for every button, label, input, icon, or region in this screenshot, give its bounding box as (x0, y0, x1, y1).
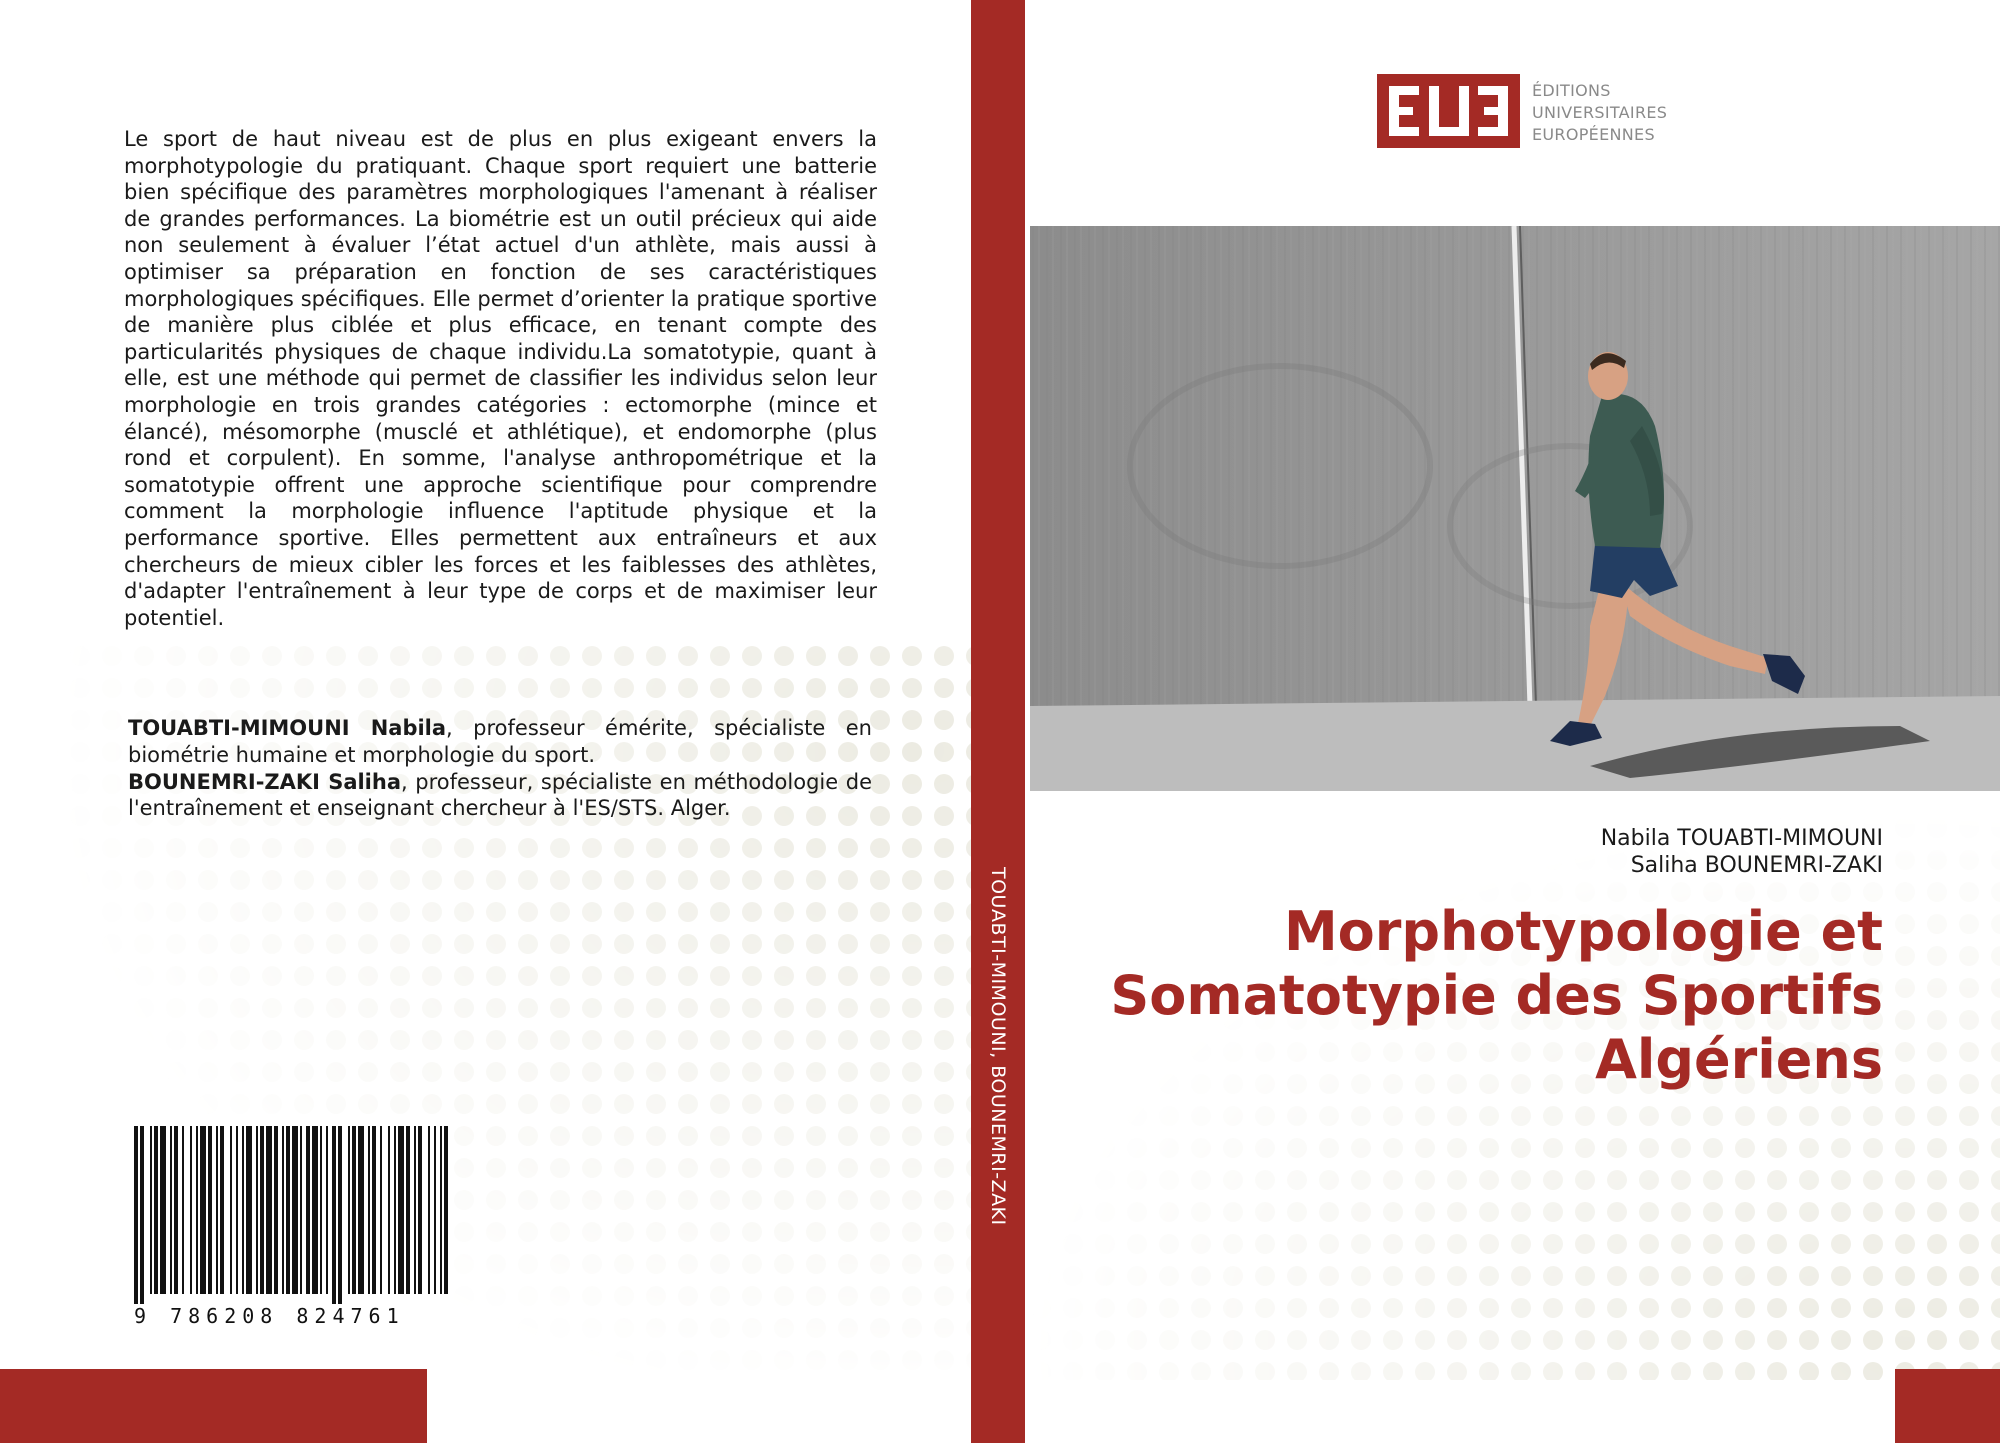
cover-photo-runner (1030, 226, 2000, 791)
barcode-bar (368, 1126, 370, 1294)
author-bio-2 (128, 769, 872, 823)
barcode-bar (140, 1126, 144, 1306)
barcode-bar (388, 1126, 390, 1294)
barcode-bar (312, 1126, 318, 1294)
barcode-bar (236, 1126, 238, 1294)
barcode-bar (418, 1126, 422, 1294)
barcode-bar (174, 1126, 178, 1294)
barcode-bar (428, 1126, 430, 1294)
book-title (1083, 900, 1883, 1092)
title-line: Algériens (1595, 1028, 1883, 1091)
barcode-bar (348, 1126, 350, 1294)
barcode-bar (242, 1126, 244, 1294)
barcode-bar (170, 1126, 172, 1294)
barcode-bar (230, 1126, 232, 1294)
barcode-bar (286, 1126, 290, 1294)
barcode-bar (434, 1126, 436, 1294)
barcode-bar (160, 1126, 166, 1294)
red-band-left (0, 1369, 427, 1443)
barcode-bar (352, 1126, 356, 1294)
title-line: Somatotypie des Sportifs (1110, 964, 1883, 1027)
isbn-barcode (134, 1126, 448, 1326)
barcode-bar (292, 1126, 298, 1294)
barcode-bar (208, 1126, 212, 1294)
publisher-line: UNIVERSITAIRES (1532, 103, 1668, 122)
barcode-bar (332, 1126, 336, 1306)
barcode-bar (134, 1126, 138, 1306)
barcode-bar (190, 1126, 192, 1294)
barcode-bar (394, 1126, 396, 1294)
title-line: Morphotypologie et (1283, 900, 1883, 963)
cover-author: Saliha BOUNEMRI-ZAKI (1630, 853, 1883, 878)
barcode-bar (380, 1126, 382, 1294)
cover-author: Nabila TOUABTI-MIMOUNI (1600, 826, 1883, 851)
publisher-logo (1377, 74, 1520, 148)
red-band-right (1895, 1369, 2000, 1443)
barcode-bar (406, 1126, 410, 1294)
publisher-line: ÉDITIONS (1532, 81, 1611, 100)
barcode-bars (134, 1126, 448, 1306)
author-bio-1 (128, 715, 872, 769)
barcode-bar (150, 1126, 152, 1294)
author-bio-name: BOUNEMRI-ZAKI Saliha (128, 769, 402, 794)
cover-authors (1601, 825, 1883, 879)
back-cover-summary: Le sport de haut niveau est de plus en plus exigeant envers la morphotypologie du pratiquant. Chaque sport requiert une batterie bien spécifique des paramètres morphologiques l'amenant à réaliser de grandes performances. La biométrie est un outil précieux qui aide non seulement à évaluer l’état actuel d'un athlète, mais aussi à optimiser sa préparation en fonction de ses caractéristiques morphologiques spécifiques. Elle permet d’orienter la pratique sportive de manière plus ciblée et plus efficace, en tenant compte des particularités physiques de chaque individu.La somatotypie, quant à elle, est une méthode qui permet de classifier les individus selon leur morphologie en trois grandes catégories : ectomorphe (mince et élancé), mésomorphe (musclé et athlétique), et endomorphe (plus rond et corpulent). En somme, l'analyse anthropométrique et la somatotypie offrent une approche scientifique pour comprendre comment la morphologie influence l'aptitude physique et la performance sportive. Elles permettent aux entraîneurs et aux chercheurs de mieux cibler les forces et les faiblesses des athlètes, d'adapter l'entraînement à leur type de corps et de maximiser leur potentiel. (124, 127, 877, 630)
spine-authors: TOUABTI-MIMOUNI, BOUNEMRI-ZAKI (987, 867, 1009, 1226)
barcode-bar (306, 1126, 310, 1294)
barcode-bar (320, 1126, 322, 1294)
barcode-bar (196, 1126, 198, 1294)
barcode-bar (182, 1126, 184, 1294)
barcode-bar (338, 1126, 342, 1306)
barcode-bar (216, 1126, 218, 1294)
barcode-bar (326, 1126, 328, 1294)
barcode-bar (398, 1126, 404, 1294)
barcode-bar (358, 1126, 364, 1294)
barcode-bar (246, 1126, 252, 1294)
barcode-bar (414, 1126, 416, 1294)
author-bio-text: , professeur émérite, spécialiste en biométrie humaine et morphologie du sport. (128, 716, 872, 767)
barcode-bar (220, 1126, 224, 1294)
barcode-bar (372, 1126, 376, 1294)
author-bio-name: TOUABTI-MIMOUNI Nabila (128, 716, 447, 740)
publisher-name (1532, 80, 1667, 146)
author-bio-text: , professeur, spécialiste en méthodologie de l'entraînement et enseignant chercheur à l'ES/STS. Alger. (128, 769, 872, 821)
barcode-bar (300, 1126, 302, 1294)
publisher-line: EUROPÉENNES (1532, 125, 1655, 144)
barcode-bar (282, 1126, 284, 1294)
barcode-bar (444, 1126, 448, 1294)
barcode-bar (200, 1126, 206, 1294)
barcode-bar (256, 1126, 258, 1294)
barcode-bar (260, 1126, 264, 1294)
barcode-bar (154, 1126, 158, 1294)
author-bios (128, 715, 872, 822)
barcode-bar (266, 1126, 272, 1294)
isbn-digits: 9 786208 824761 (134, 1304, 448, 1328)
barcode-bar (274, 1126, 278, 1294)
barcode-bar (440, 1126, 442, 1294)
